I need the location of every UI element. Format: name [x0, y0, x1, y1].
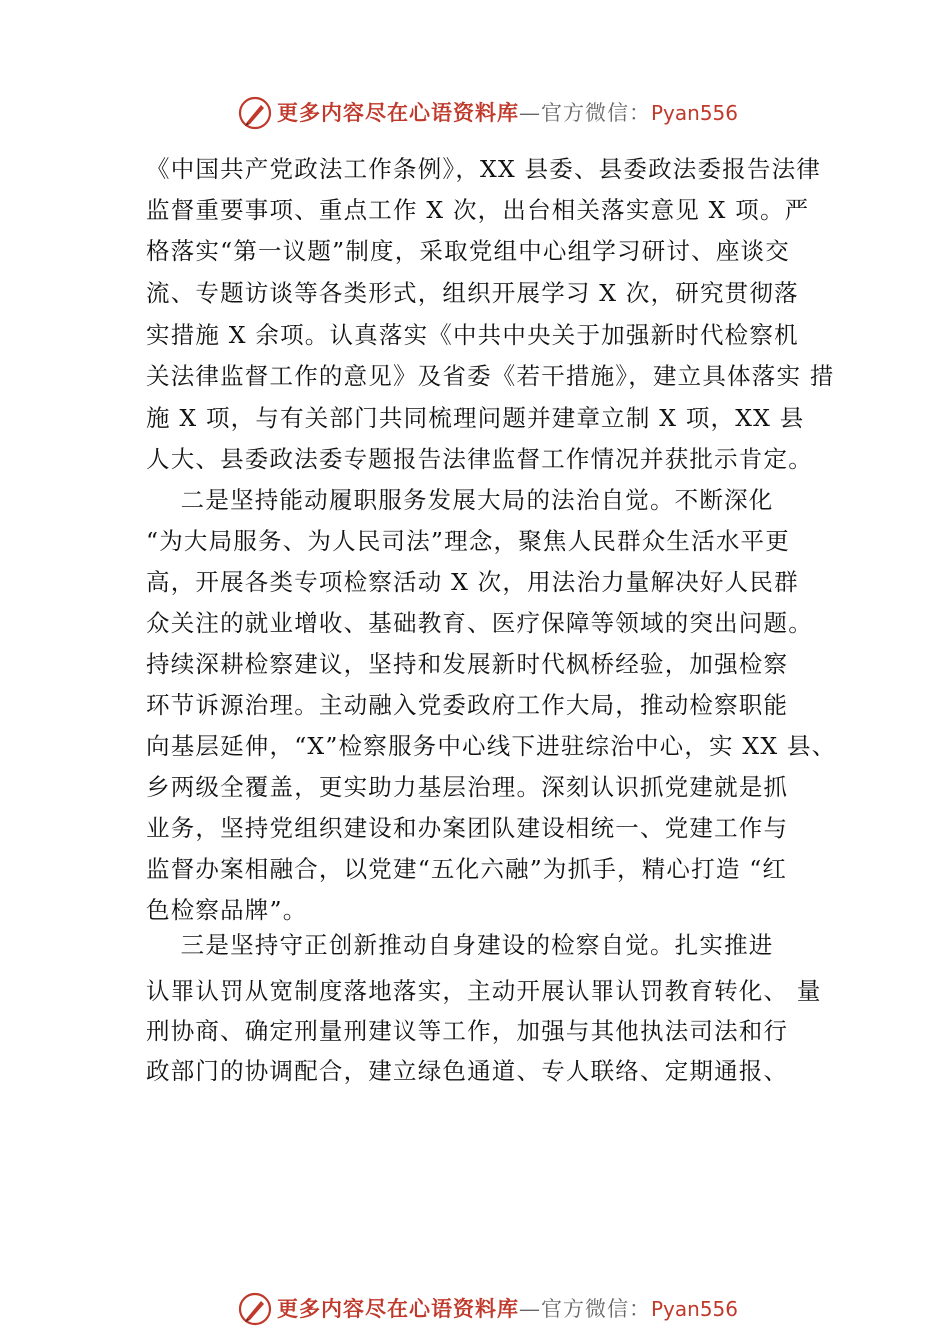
text-line: 施 X 项，与有关部门共同梳理问题并建章立制 X 项，XX 县 — [146, 404, 805, 432]
banner-brand: 更多内容尽在心语资料库 — [277, 100, 519, 125]
banner-dash: — — [519, 1297, 541, 1321]
text-line: 向基层延伸，“X”检察服务中心线下进驻综治中心，实 XX 县、 — [146, 732, 837, 760]
pen-logo-icon — [238, 1292, 272, 1326]
text-line: 高，开展各类专项检察活动 X 次，用法治力量解决好人民群 — [146, 568, 799, 596]
text-line: 《中国共产党政法工作条例》，XX 县委、县委政法委报告法律 — [146, 155, 821, 183]
text-line: 持续深耕检察建议，坚持和发展新时代枫桥经验，加强检察 — [146, 650, 789, 678]
banner-handle: Pyan556 — [651, 1297, 739, 1321]
text-line: 人大、县委政法委专题报告法律监督工作情况并获批示肯定。 — [146, 445, 813, 473]
banner-handle: Pyan556 — [651, 101, 739, 125]
text-line: 实措施 X 余项。认真落实《中共中央关于加强新时代检察机 — [146, 321, 799, 349]
text-line: “为大局服务、为人民司法”理念，聚焦人民群众生活水平更 — [146, 527, 790, 555]
text-line: 关法律监督工作的意见》及省委《若干措施》，建立具体落实 措 — [146, 362, 835, 390]
text-line: 众关注的就业增收、基础教育、医疗保障等领域的突出问题。 — [146, 609, 813, 637]
text-line: 业务，坚持党组织建设和办案团队建设相统一、党建工作与 — [146, 814, 789, 842]
paragraph-three-heading: 三是坚持守正创新推动自身建设的检察自觉。扎实推进 — [146, 931, 774, 959]
text-line: 监督重要事项、重点工作 X 次，出台相关落实意见 X 项。严 — [146, 196, 810, 224]
text-line: 格落实“第一议题”制度，采取党组中心组学习研讨、座谈交 — [146, 237, 790, 265]
paragraph-two-heading: 二是坚持能动履职服务发展大局的法治自觉。不断深化 — [146, 486, 774, 514]
text-line: 认罪认罚从宽制度落地落实，主动开展认罪认罚教育转化、 量 — [146, 977, 822, 1005]
banner-brand: 更多内容尽在心语资料库 — [277, 1296, 519, 1321]
text-line: 政部门的协调配合，建立绿色通道、专人联络、定期通报、 — [146, 1057, 789, 1085]
footer-banner — [0, 1290, 950, 1330]
text-line: 流、专题访谈等各类形式，组织开展学习 X 次，研究贯彻落 — [146, 279, 799, 307]
text-line: 监督办案相融合，以党建“五化六融”为抓手，精心打造 “红 — [146, 855, 788, 883]
banner-dash: — — [519, 101, 541, 125]
pen-logo-icon — [238, 96, 272, 130]
text-line: 刑协商、确定刑量刑建议等工作，加强与其他执法司法和行 — [146, 1017, 789, 1045]
text-line: 环节诉源治理。主动融入党委政府工作大局，推动检察职能 — [146, 691, 789, 719]
text-line: 乡两级全覆盖，更实助力基层治理。深刻认识抓党建就是抓 — [146, 773, 789, 801]
banner-official-label: 官方微信： — [541, 1297, 651, 1321]
header-banner — [0, 94, 950, 134]
banner-official-label: 官方微信： — [541, 101, 651, 125]
text-line: 色检察品牌”。 — [146, 896, 308, 924]
